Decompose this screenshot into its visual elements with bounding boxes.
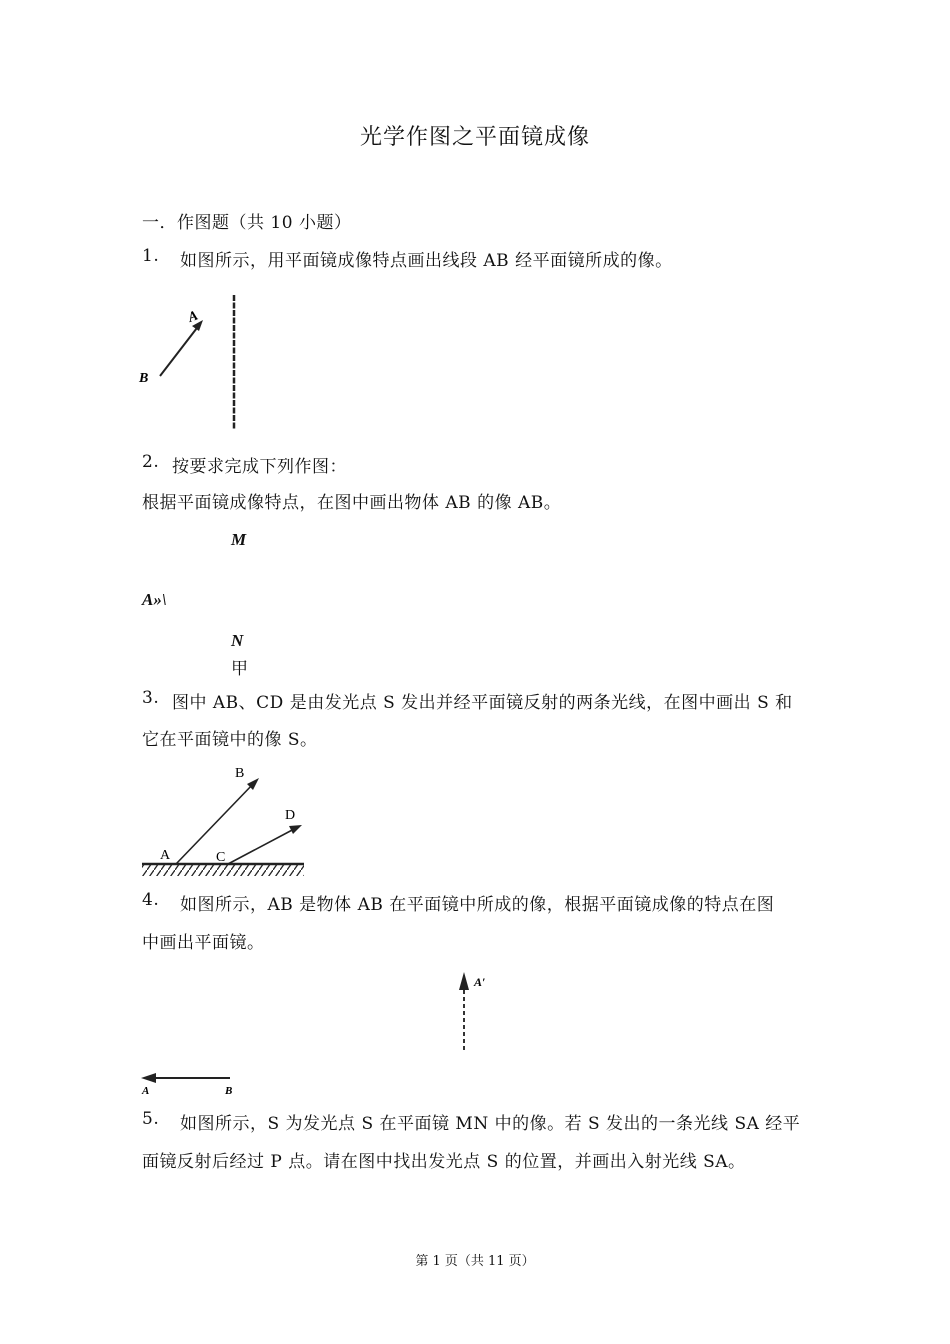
fig2-label-n: N bbox=[231, 631, 244, 650]
question-5-number: 5. bbox=[142, 1109, 160, 1129]
figure-4-image-arrow bbox=[450, 968, 500, 1058]
question-2-subtext: 根据平面镜成像特点，在图中画出物体 AB 的像 AB。 bbox=[142, 493, 562, 513]
question-4-text2: 中画出平面镜。 bbox=[142, 933, 265, 953]
page-footer: 第 1 页（共 11 页） bbox=[415, 1254, 535, 1269]
question-2-number: 2. bbox=[142, 452, 160, 472]
question-3-number: 3. bbox=[142, 688, 160, 708]
figure-3 bbox=[140, 760, 310, 880]
question-5-text2: 面镜反射后经过 P 点。请在图中找出发光点 S 的位置，并画出入射光线 SA。 bbox=[142, 1152, 746, 1172]
question-4-number: 4. bbox=[142, 890, 160, 910]
question-1-number: 1. bbox=[142, 246, 160, 266]
fig2-label-m: M bbox=[231, 530, 247, 549]
page-title: 光学作图之平面镜成像 bbox=[359, 125, 590, 150]
question-2-text: 按要求完成下列作图： bbox=[172, 457, 347, 477]
question-3-text2: 它在平面镜中的像 S。 bbox=[142, 730, 318, 750]
fig3-label-a: A bbox=[160, 848, 171, 863]
fig2-caption: 甲 bbox=[231, 659, 249, 679]
question-4-text: 如图所示，AB 是物体 AB 在平面镜中所成的像，根据平面镜成像的特点在图 bbox=[180, 895, 775, 915]
question-5-text: 如图所示，S 为发光点 S 在平面镜 MN 中的像。若 S 发出的一条光线 SA 经平 bbox=[180, 1114, 801, 1134]
figure-1 bbox=[130, 290, 250, 435]
fig3-label-d: D bbox=[285, 808, 296, 823]
section-heading: 一．作图题（共 10 小题） bbox=[142, 213, 352, 233]
question-3-text: 图中 AB、CD 是由发光点 S 发出并经平面镜反射的两条光线，在图中画出 S 和 bbox=[172, 693, 793, 713]
fig3-label-b: B bbox=[235, 766, 245, 781]
fig3-label-c: C bbox=[216, 850, 226, 865]
fig1-label-b: B bbox=[139, 371, 149, 386]
fig4-label-b: B bbox=[225, 1085, 233, 1097]
fig4-label-a-prime: A′ bbox=[474, 975, 486, 989]
fig4-label-a: A bbox=[142, 1085, 150, 1097]
figure-4-object-arrow bbox=[138, 1068, 248, 1098]
question-1-text: 如图所示，用平面镜成像特点画出线段 AB 经平面镜所成的像。 bbox=[180, 251, 673, 271]
fig2-label-a: A»\ bbox=[142, 590, 167, 609]
fig1-label-a: A bbox=[186, 308, 201, 326]
